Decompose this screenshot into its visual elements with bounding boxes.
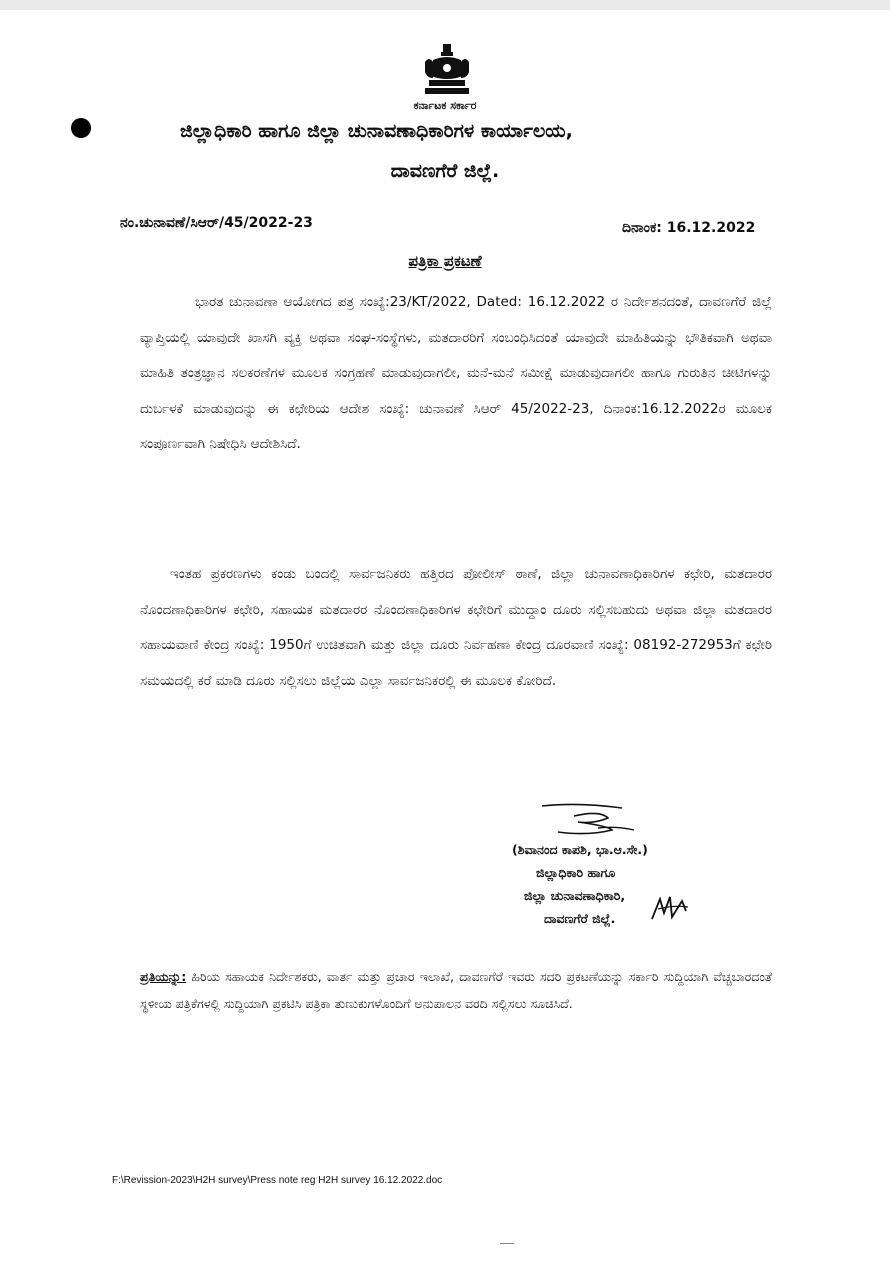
copy-to-label: ಪ್ರತಿಯನ್ನು:: [140, 969, 187, 984]
copy-to-section: [140, 963, 772, 1017]
body-paragraph-2: ಇಂತಹ ಪ್ರಕರಣಗಳು ಕಂಡು ಬಂದಲ್ಲಿ ಸಾರ್ವಜನಿಕರು ಹತ್ತಿರದ ಪೋಲೀಸ್ ಠಾಣೆ, ಜಿಲ್ಲಾ ಚುನಾವಣಾಧಿಕಾರಿಗಳ ಕಛೇರಿ, ಮತದಾರರ ನೊಂದಣಾಧಿಕಾರಿಗಳ ಕಛೇರಿ, ಸಹಾಯಕ ಮತದಾರರ ನೊಂದಣಾಧಿಕಾರಿಗಳ ಕಛೇರಿಗೆ ಮುದ್ದಾಂ ದೂರು ಸಲ್ಲಿಸಬಹುದು ಅಥವಾ ಜಿಲ್ಲಾ ಮತದಾರರ ಸಹಾಯವಾಣಿ ಕೇಂದ್ರ ಸಂಖ್ಯೆ: 1950ಗೆ ಉಚಿತವಾಗಿ ಮತ್ತು ಜಿಲ್ಲಾ ದೂರು ನಿರ್ವಹಣಾ ಕೇಂದ್ರ ದೂರವಾಣಿ ಸಂಖ್ಯೆ: 08192-272953ಗೆ ಕಛೇರಿ ಸಮಯದಲ್ಲಿ ಕರೆ ಮಾಡಿ ದೂರು ಸಲ್ಲಿಸಲು ಜಿಲ್ಲೆಯ ಎಲ್ಲಾ ಸಾರ್ವಜನಿಕರಲ್ಲಿ ಈ ಮೂಲಕ ಕೋರಿದೆ.: [140, 566, 772, 689]
signatory-name: (ಶಿವಾನಂದ ಕಾಪಶಿ, ಭಾ.ಆ.ಸೇ.): [512, 842, 648, 857]
file-path-footer: F:\Revission-2023\H2H survey\Press note reg H2H survey 16.12.2022.doc: [112, 1175, 443, 1186]
bullet-dot: [71, 118, 91, 138]
press-note-title: ಪತ್ರಿಕಾ ಪ್ರಕಟಣೆ: [408, 252, 482, 270]
government-title: ಕರ್ನಾಟಕ ಸರ್ಕಾರ: [413, 99, 477, 112]
top-border: [0, 0, 890, 10]
copy-to-text: ಹಿರಿಯ ಸಹಾಯಕ ನಿರ್ದೇಶಕರು, ವಾರ್ತ ಮತ್ತು ಪ್ರಚಾರ ಇಲಾಖೆ, ದಾವಣಗೆರೆ ಇವರು ಸದರಿ ಪ್ರಕಟಣೆಯನ್ನು ಸರ್ಕಾರಿ ಸುದ್ದಿಯಾಗಿ ವೆಚ್ಚಬಾರದಂತೆ ಸ್ಥಳೀಯ ಪತ್ರಿಕೆಗಳಲ್ಲಿ ಸುದ್ದಿಯಾಗಿ ಪ್ರಕಟಿಸಿ ಪತ್ರಿಕಾ ತುಣುಕುಗಳೊಂದಿಗೆ ಅನುಪಾಲನ ವರದಿ ಸಲ್ಲಿಸಲು ಸೂಚಿಸಿದೆ.: [140, 969, 772, 1011]
reference-number: ನಂ.ಚುನಾವಣೆ/ಸಿಆರ್/45/2022-23: [120, 215, 313, 231]
page-dash: [500, 1243, 514, 1244]
signatory-designation-1: ಜಿಲ್ಲಾಧಿಕಾರಿ ಹಾಗೂ: [536, 865, 616, 880]
body-paragraph-1: ಭಾರತ ಚುನಾವಣಾ ಆಯೋಗದ ಪತ್ರ ಸಂಖ್ಯೆ:23/KT/2022, Dated: 16.12.2022 ರ ನಿರ್ದೇಶನದಂತೆ, ದಾವಣಗೆರೆ ಜಿಲ್ಲೆ ವ್ಯಾಪ್ತಿಯಲ್ಲಿ ಯಾವುದೇ ಖಾಸಗಿ ವ್ಯಕ್ತಿ ಅಥವಾ ಸಂಘ-ಸಂಸ್ಥೆಗಳು, ಮತದಾರರಿಗೆ ಸಂಬಂಧಿಸಿದಂತೆ ಯಾವುದೇ ಮಾಹಿತಿಯನ್ನು ಭೌತಿಕವಾಗಿ ಅಥವಾ ಮಾಹಿತಿ ತಂತ್ರಜ್ಞಾನ ಸಲಕರಣೆಗಳ ಮೂಲಕ ಸಂಗ್ರಹಣೆ ಮಾಡುವುದಾಗಲೀ, ಮನೆ-ಮನೆ ಸಮೀಕ್ಷೆ ಮಾಡುವುದಾಗಲೀ ಹಾಗೂ ಗುರುತಿನ ಚೀಟಿಗಳನ್ನು ದುರ್ಬಳಕೆ ಮಾಡುವುದನ್ನು ಈ ಕಛೇರಿಯ ಆದೇಶ ಸಂಖ್ಯೆ: ಚುನಾವಣೆ ಸಿಆರ್ 45/2022-23, ದಿನಾಂಕ:16.12.2022ರ ಮೂಲಕ ಸಂಪೂರ್ಣವಾಗಿ ನಿಷೇಧಿಸಿ ಆದೇಶಿಸಿದೆ.: [140, 294, 772, 452]
signature-mark: [538, 800, 638, 842]
office-title: ಜಿಲ್ಲಾಧಿಕಾರಿ ಹಾಗೂ ಜಿಲ್ಲಾ ಚುನಾವಣಾಧಿಕಾರಿಗಳ ಕಾರ್ಯಾಲಯ,: [180, 120, 573, 142]
reference-date: ದಿನಾಂಕ: 16.12.2022: [622, 220, 756, 236]
state-emblem-icon: [419, 42, 475, 98]
signatory-designation-2: ಜಿಲ್ಲಾ ಚುನಾವಣಾಧಿಕಾರಿ,: [524, 888, 626, 903]
office-district: ದಾವಣಗೆರೆ ಜಿಲ್ಲೆ.: [390, 160, 500, 182]
document-heading: [0, 252, 890, 270]
initials-mark: [648, 893, 690, 925]
signatory-district: ದಾವಣಗೆರೆ ಜಿಲ್ಲೆ.: [544, 911, 616, 926]
signature-block: [512, 838, 648, 930]
